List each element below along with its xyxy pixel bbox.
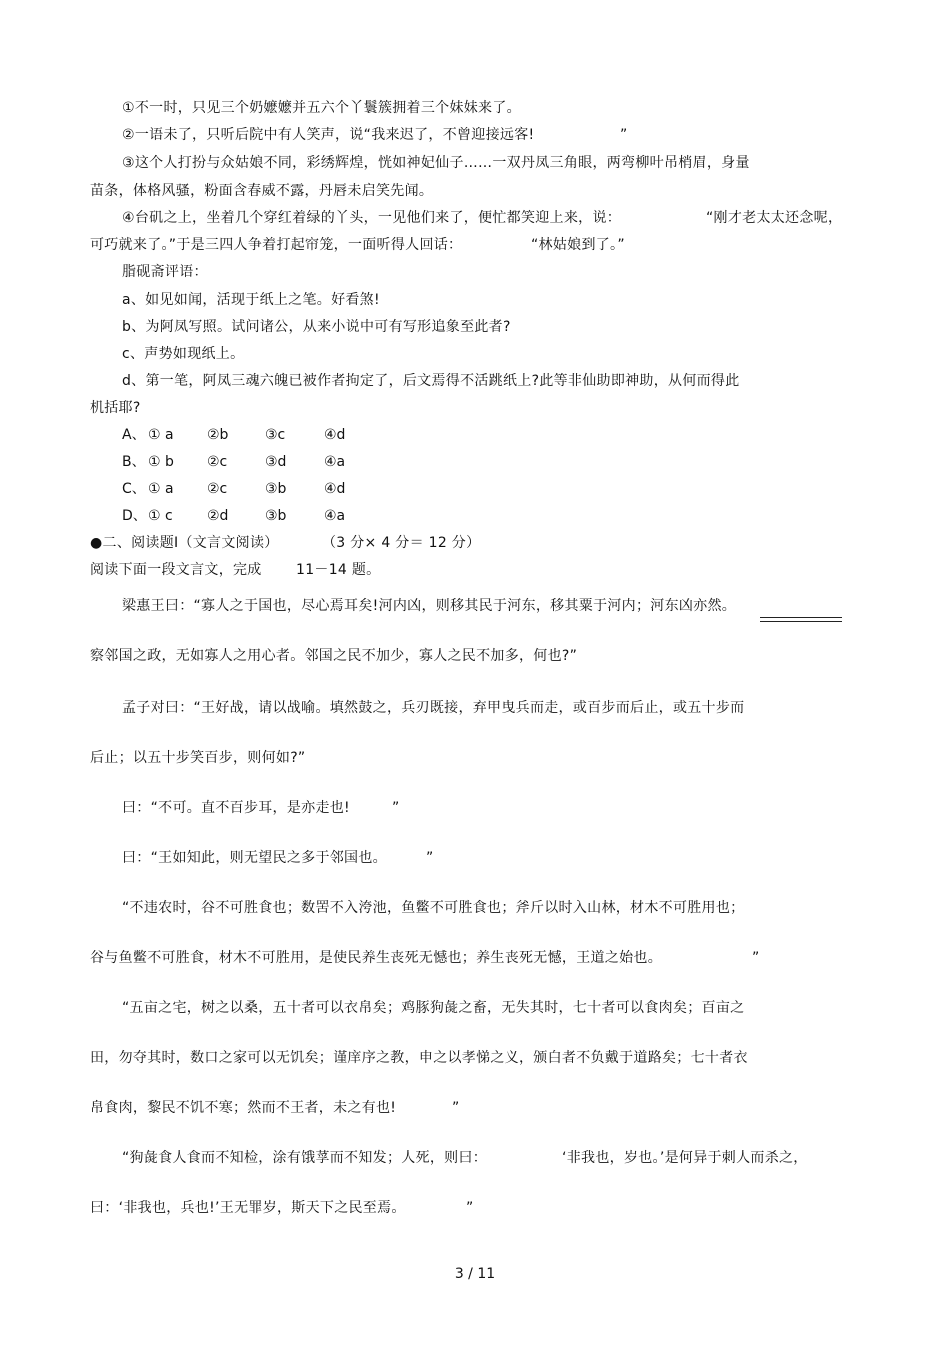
passage-p7-close: ” [466,1200,474,1216]
option-letter: A、 [122,427,146,443]
passage-p1-line-2: 察邻国之政，无如寡人之用心者。邻国之民不加少，寡人之民不加多，何也?” [90,648,578,664]
passage-p7-line-2: 曰：‘非我也，兵也!’王无罪岁，斯天下之民至焉。 [90,1200,406,1216]
item-4-line-1-quote: “刚才老太太还念呢， [706,210,843,226]
item-3-line-1: ③这个人打扮与众姑娘不同，彩绣辉煌，恍如神妃仙子……一双丹凤三角眼，两弯柳叶吊梢眉，身量 [122,155,750,171]
option-letter: D、 [122,508,147,524]
option-pair: ③b [265,481,287,497]
option-pair: ②c [207,481,228,497]
comment-a: a、如见如闻，活现于纸上之笔。好看煞! [122,292,380,308]
option-letter: C、 [122,481,146,497]
comment-b: b、为阿凤写照。试问诸公，从来小说中可有写形追象至此者? [122,319,511,335]
comment-c: c、声势如现纸上。 [122,346,245,362]
option-pair: ① c [148,508,173,524]
option-pair: ④d [324,427,346,443]
section-instruction-range: 11－14 题。 [296,562,381,578]
section-score: （3 分× 4 分＝ 12 分） [322,535,481,551]
passage-p5-line-1: “不违农时，谷不可胜食也；数罟不入洿池，鱼鳖不可胜食也；斧斤以时入山林，材木不可胜用也； [122,900,745,916]
passage-p3-close: ” [392,800,400,816]
passage-p5-line-2: 谷与鱼鳖不可胜食，材木不可胜用，是使民养生丧死无憾也；养生丧死无憾，王道之始也。 [90,950,662,966]
item-4-line-2: 可巧就来了。”于是三四人争着打起帘笼，一面听得人回话： [90,237,463,253]
option-pair: ③d [265,454,287,470]
option-pair: ① a [148,427,174,443]
passage-p6-line-2: 田，勿夺其时，数口之家可以无饥矣；谨庠序之教，申之以孝悌之义，颁白者不负戴于道路矣；七十者衣 [90,1050,748,1066]
comments-heading: 脂砚斋评语： [122,264,208,280]
comment-d-line-1: d、第一笔，阿凤三魂六魄已被作者拘定了，后文焉得不活跳纸上?此等非仙助即神助，从何而得此 [122,373,740,389]
option-pair: ④d [324,481,346,497]
passage-p2-line-1: 孟子对曰：“王好战，请以战喻。填然鼓之，兵刃既接，弃甲曳兵而走，或百步而后止，或五十步而 [122,700,745,716]
option-pair: ③b [265,508,287,524]
item-1: ①不一时，只见三个奶嬷嬷并五六个丫鬟簇拥着三个妹妹来了。 [122,100,521,116]
passage-p6-line-1: “五亩之宅，树之以桑，五十者可以衣帛矣；鸡豚狗彘之畜，无失其时，七十者可以食肉矣；百亩之 [122,1000,745,1016]
passage-p3: 曰：“不可。直不百步耳，是亦走也! [122,800,350,816]
item-2-close-quote: ” [620,127,628,143]
passage-p6-close: ” [452,1100,460,1116]
option-pair: ②b [207,427,229,443]
option-pair: ④a [324,508,346,524]
passage-p2-line-2: 后止；以五十步笑百步，则何如?” [90,750,306,766]
page-number: 3 / 11 [454,1266,496,1282]
comment-d-line-2: 机括耶? [90,400,141,416]
item-4-line-1: ④台矶之上，坐着几个穿红着绿的丫头，一见他们来了，便忙都笑迎上来，说： [122,210,622,226]
passage-p6-line-3: 帛食肉，黎民不饥不寒；然而不王者，未之有也! [90,1100,397,1116]
item-2: ②一语未了，只听后院中有人笑声，说“我来迟了，不曾迎接远客! [122,127,535,143]
passage-p4-close: ” [426,850,434,866]
passage-p1-line-1: 梁惠王曰：“寡人之于国也，尽心焉耳矣!河内凶，则移其民于河东，移其粟于河内；河东凶亦然。 [122,598,737,614]
option-pair: ④a [324,454,346,470]
passage-p7-line-1-quote: ‘非我也，岁也。’是何异于刺人而杀之， [562,1150,808,1166]
passage-p5-close: ” [752,950,760,966]
option-pair: ②d [207,508,229,524]
passage-p7-line-1: “狗彘食人食而不知检，涂有饿莩而不知发；人死，则曰： [122,1150,488,1166]
option-letter: B、 [122,454,146,470]
item-4-line-2-quote: “林姑娘到了。” [531,237,625,253]
option-pair: ① b [148,454,174,470]
option-pair: ②c [207,454,228,470]
section-title: ●二、阅读题Ⅰ（文言文阅读） [90,535,279,551]
underline-mark [760,617,842,622]
option-pair: ③c [265,427,286,443]
section-instruction: 阅读下面一段文言文，完成 [90,562,262,578]
option-pair: ① a [148,481,174,497]
passage-p4: 曰：“王如知此，则无望民之多于邻国也。 [122,850,387,866]
item-3-line-2: 苗条，体格风骚，粉面含春威不露，丹唇未启笑先闻。 [90,183,434,199]
